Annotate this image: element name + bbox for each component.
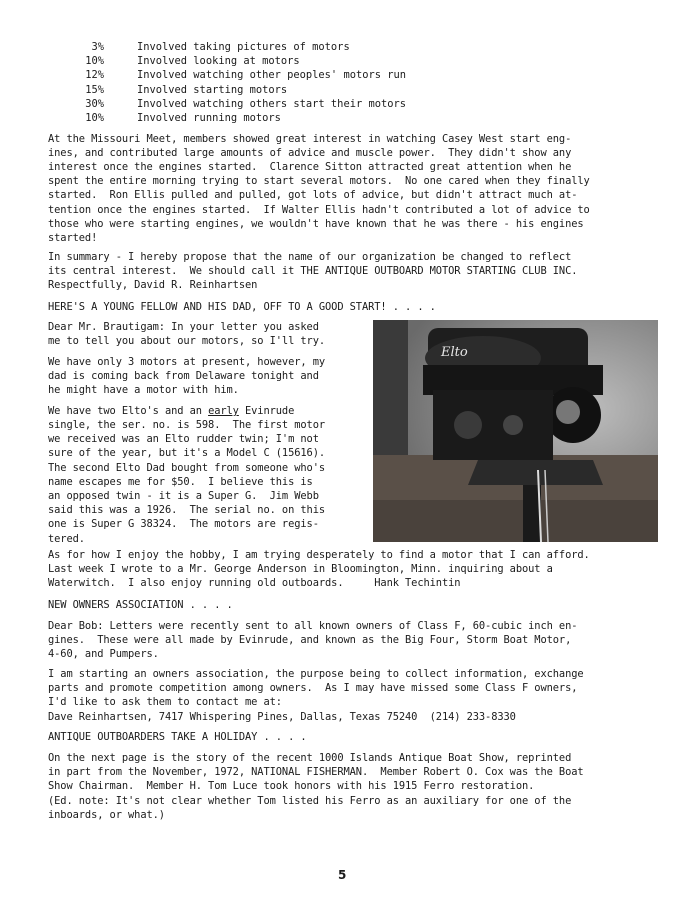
owners-association-heading: NEW OWNERS ASSOCIATION . . . .	[48, 599, 233, 611]
letter-line: said this was a 1926. The serial no. on this	[48, 504, 326, 517]
letter-line: name escapes me for $50. I believe this is	[48, 475, 313, 488]
text-line: interest once the engines started. Clarence Sitton attracted great attention when he	[48, 161, 572, 174]
stat-description: Involved taking pictures of motors	[137, 41, 350, 53]
letter-line: We have only 3 motors at present, however, my	[48, 356, 326, 368]
letter-text: We have two Elto's and an	[48, 405, 209, 417]
letter-line: tered.	[48, 532, 85, 545]
text-line: inboards, or what.)	[48, 808, 165, 821]
elto-decal-text: Elto	[441, 345, 468, 360]
text-line: parts and promote competition among owners. As I may have missed some Class F owners,	[48, 682, 578, 695]
text-line: At the Missouri Meet, members showed great interest in watching Casey West start eng-	[48, 133, 572, 145]
text-line: Dear Bob: Letters were recently sent to all known owners of Class F, 60-cubic inch en-	[48, 620, 578, 632]
stat-percent: 15%	[85, 83, 104, 96]
text-line: I'd like to ask them to contact me at:	[48, 696, 282, 709]
letter-text: Evinrude	[238, 405, 295, 417]
letter-line: single, the ser. no. is 598. The first motor	[48, 419, 326, 431]
text-line: its central interest. We should call it THE ANTIQUE OUTBOARD MOTOR STARTING CLUB INC.	[48, 265, 578, 277]
outboard-motor-photo	[373, 320, 658, 542]
motor-photo-image	[373, 320, 658, 542]
text-line: 4-60, and Pumpers.	[48, 648, 159, 661]
letter-line: dad is coming back from Delaware tonight and	[48, 369, 319, 382]
letter-line: he might have a motor with him.	[48, 383, 239, 396]
stat-percent: 30%	[85, 97, 104, 110]
letter-line	[48, 405, 294, 418]
page-number: 5	[338, 868, 347, 882]
young-fellow-heading: HERE'S A YOUNG FELLOW AND HIS DAD, OFF TO A GOOD START! . . . .	[48, 301, 436, 313]
text-line: tention once the engines started. If Walter Ellis hadn't contributed a lot of advice to	[48, 203, 590, 216]
letter-line: one is Super G 38324. The motors are regis-	[48, 518, 319, 531]
text-line: (Ed. note: It's not clear whether Tom listed his Ferro as an auxiliary for one of the	[48, 794, 572, 807]
text-line: ines, and contributed large amounts of advice and muscle power. They didn't show any	[48, 147, 572, 160]
text-line: As for how I enjoy the hobby, I am trying desperately to find a motor that I can afford.	[48, 549, 590, 561]
text-line: in part from the November, 1972, NATIONAL FISHERMAN. Member Robert O. Cox was the Boat	[48, 766, 584, 779]
stat-description: Involved running motors	[137, 112, 281, 124]
letter-line: me to tell you about our motors, so I'll try.	[48, 335, 326, 347]
letter-line: Dear Mr. Brautigam: In your letter you asked	[48, 321, 319, 333]
stat-description: Involved looking at motors	[137, 55, 300, 68]
stat-percent: 12%	[85, 69, 104, 82]
letter-line: sure of the year, but it's a Model C (15616).	[48, 447, 326, 460]
letter-line: The second Elto Dad bought from someone who's	[48, 461, 326, 474]
stat-description: Involved watching others start their motors	[137, 97, 406, 110]
text-line: started. Ron Ellis pulled and pulled, got lots of advice, but didn't attract much at-	[48, 189, 578, 202]
stat-percent: 10%	[85, 55, 104, 68]
stat-percent: 10%	[85, 112, 104, 124]
stat-description: Involved watching other peoples' motors run	[137, 69, 406, 82]
letter-line: we received was an Elto rudder twin; I'm not	[48, 433, 319, 446]
text-line: gines. These were all made by Evinrude, and known as the Big Four, Storm Boat Motor,	[48, 634, 572, 647]
text-line: On the next page is the story of the recent 1000 Islands Antique Boat Show, reprinted	[48, 752, 572, 764]
text-line: Dave Reinhartsen, 7417 Whispering Pines, Dallas, Texas 75240 (214) 233-8330	[48, 710, 516, 723]
text-line: Last week I wrote to a Mr. George Anderson in Bloomington, Minn. inquiring about a	[48, 563, 553, 575]
text-line: started!	[48, 231, 98, 244]
stat-description: Involved starting motors	[137, 83, 288, 96]
text-line: In summary - I hereby propose that the name of our organization be changed to reflect	[48, 251, 572, 263]
text-line: I am starting an owners association, the purpose being to collect information, exchange	[48, 668, 584, 680]
text-line: those who were starting engines, we wouldn't have known that he was there - his engines	[48, 217, 584, 230]
letter-line: an opposed twin - it is a Super G. Jim Webb	[48, 490, 319, 502]
text-line: spent the entire morning trying to start several motors. No one cared when they finally	[48, 175, 590, 188]
holiday-heading: ANTIQUE OUTBOARDERS TAKE A HOLIDAY . . . .	[48, 731, 307, 743]
underlined-word: early	[208, 405, 239, 417]
stat-percent: 3%	[91, 41, 104, 53]
text-line: Show Chairman. Member H. Tom Luce took honors with his 1915 Ferro restoration.	[48, 780, 535, 793]
text-line: Respectfully, David R. Reinhartsen	[48, 279, 258, 291]
text-line: Waterwitch. I also enjoy running old outboards. Hank Techintin	[48, 577, 461, 589]
